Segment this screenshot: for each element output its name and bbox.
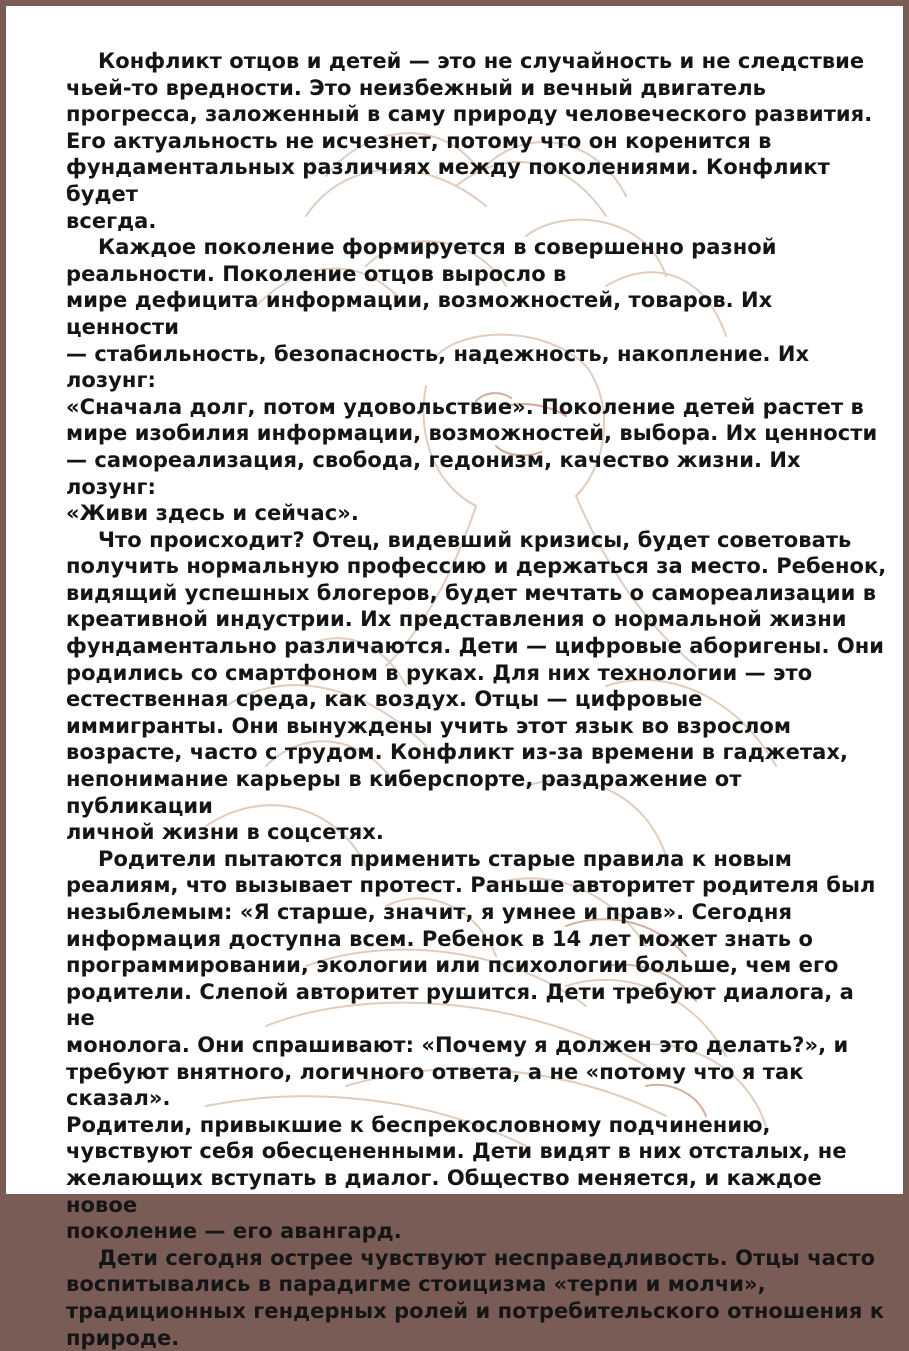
page — [6, 6, 903, 1350]
paragraph-5: Дети сегодня острее чувствуют несправедливость. Отцы часто воспитывались в парадигме стоицизма «терпи и молчи», традиционных гендерных ролей и потребительского отношения к природе. — [66, 1245, 885, 1350]
paragraph-3: Что происходит? Отец, видевший кризисы, будет советовать получить нормальную профессию и держаться за место. Ребенок, видящий успешных блогеров, будет мечтать о самореализации в креативной индустрии. Их представления о нормальной жизни фундаментально различаются. Дети — цифровые аборигены. Они родились со смартфоном в руках. Для них технологии — это естественная среда, как воздух. Отцы — цифровые иммигранты. Они вынуждены учить этот язык во взрослом возрасте, часто с трудом. Конфликт из-за времени в гаджетах, непонимание карьеры в киберспорте, раздражение от публикации личной жизни в соцсетях. — [66, 527, 887, 845]
paragraph-2: Каждое поколение формируется в совершенно разной реальности. Поколение отцов выросло в мире дефицита информации, возможностей, товаров. Их ценности — стабильность, безопасность, надежность, накопление. Их лозунг: «Сначала долг, потом удовольствие». Поколение детей растет в мире изобилия информации, возможностей, выбора. Их ценности — самореализация, свобода, гедонизм, качество жизни. Их лозунг: «Живи здесь и сейчас». — [66, 235, 878, 526]
paragraph-4: Родители пытаются применить старые правила к новым реалиям, что вызывает протест. Раньше авторитет родителя был незыблемым: «Я старше, значит, я умнее и прав». Сегодня информация доступна всем. Ребенок в 14 лет может знать о программировании, экологии или психологии больше, чем его родители. Слепой авторитет рушится. Дети требуют диалога, а не монолога. Они спрашивают: «Почему я должен это делать?», и требуют внятного, логичного ответа, а не «потому что я так сказал». Родители, привыкшие к беспрекословному подчинению, чувствуют себя обесцененными. Дети видят в них отсталых, не желающих вступать в диалог. Общество меняется, и каждое новое поколение — его авангард. — [66, 846, 876, 1244]
document-body — [66, 48, 888, 1351]
paragraph-1: Конфликт отцов и детей — это не случайность и не следствие чьей-то вредности. Это неизбежный и вечный двигатель прогресса, заложенный в саму природу человеческого развития. Его актуальность не исчезнет, потому что он коренится в фундаментальных различиях между поколениями. Конфликт будет всегда. — [66, 49, 873, 233]
